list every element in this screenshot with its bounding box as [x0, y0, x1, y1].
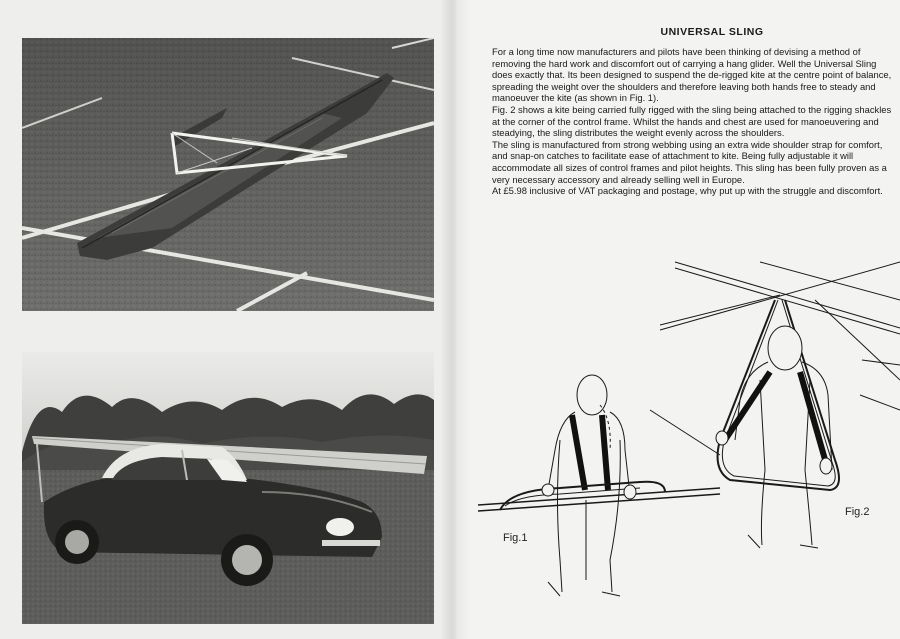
article-body: [492, 46, 892, 197]
photo-car-with-glider-on-roof: [22, 352, 434, 624]
page-gutter: [440, 0, 470, 639]
paragraph-1: For a long time now manufacturers and pilots have been thinking of devising a method of removing the hard work and discomfort out of carrying a hang glider. Well the Universal Sling does exactly that. Its been designed to suspend the de-rigged kite at the centre point of balance, spreading the weight over the shoulders and therefore leaving both hands free to steady and manoeuver the kite (as shown in Fig. 1).: [492, 46, 892, 104]
sling-illustration: [470, 255, 900, 639]
fig1-label: Fig.1: [503, 532, 528, 544]
paragraph-3: The sling is manufactured from strong webbing using an extra wide shoulder strap for comfort, and snap-on catches to facilitate ease of attachment to kite. Being fully adjustable it will accommodate all sizes of control frames and pilot heights. This sling has been fully proven as a very necessary accessory and already selling well in Europe.: [492, 138, 887, 185]
paragraph-2: Fig. 2 shows a kite being carried fully rigged with the sling being attached to the rigging shackles at the corner of the control frame. Whilst the hands and chest are used for manoeuvering and steadying, the sling distributes the weight evenly across the shoulders.: [492, 103, 892, 139]
paragraph-4: At £5.98 inclusive of VAT packaging and postage, why put up with the struggle and discomfort.: [492, 185, 883, 197]
photo-derigged-glider-on-ground: [22, 38, 434, 311]
article: [492, 26, 892, 197]
article-title: UNIVERSAL SLING: [660, 26, 764, 38]
fig2-label: Fig.2: [845, 506, 870, 518]
